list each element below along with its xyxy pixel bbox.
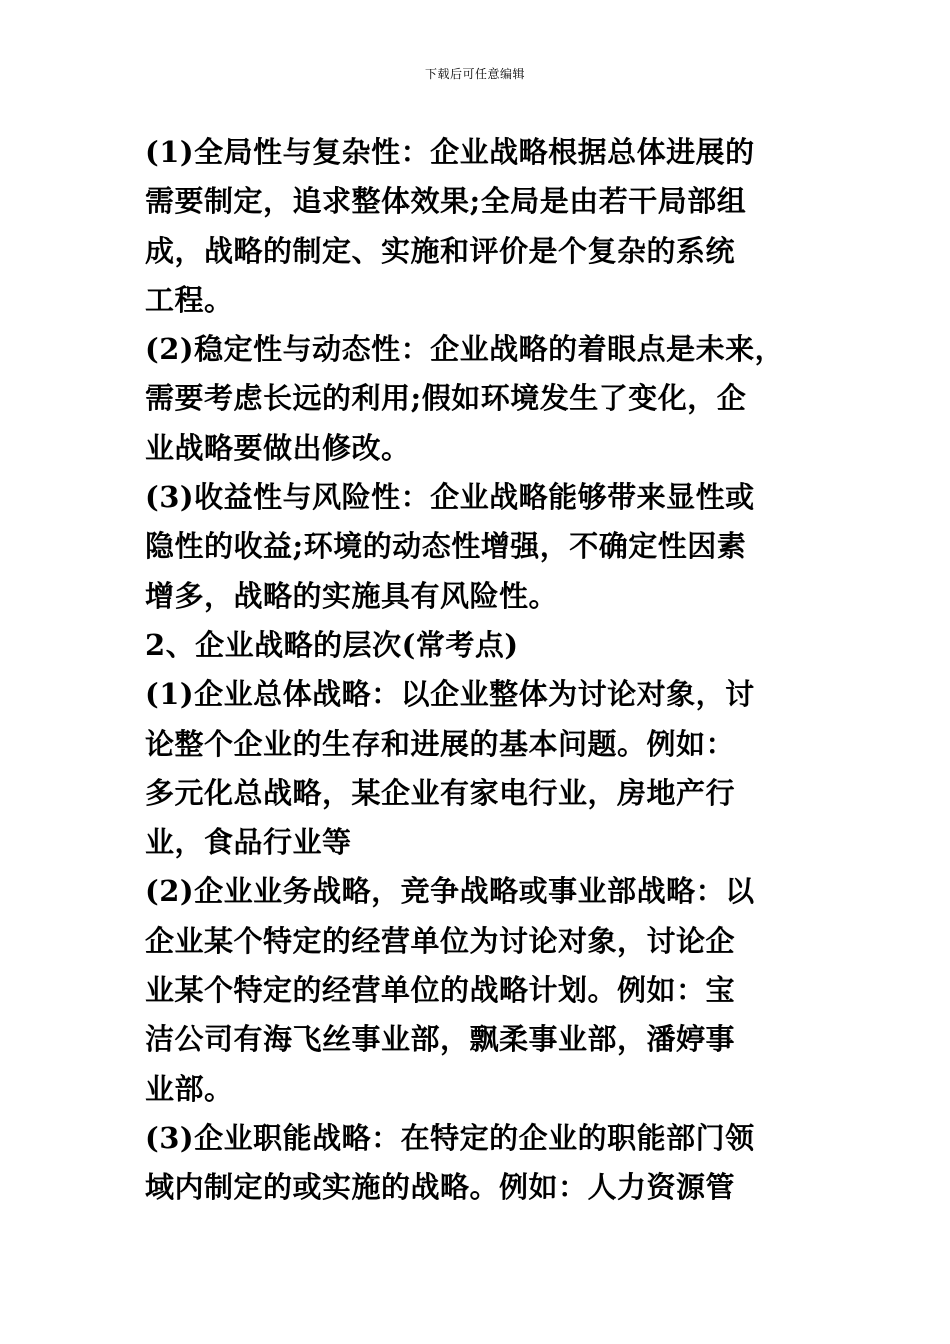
text-line: 多元化总战略，某企业有家电行业，房地产行 [145, 775, 736, 810]
text-line: 需要考虑长远的利用;假如环境发生了变化，企 [145, 381, 747, 416]
text-line: 业战略要做出修改。 [145, 430, 411, 465]
text-line: (1)企业总体战略：以企业整体为讨论对象，讨 [145, 677, 755, 712]
text-line: 增多，战略的实施具有风险性。 [145, 578, 559, 613]
text-line: 域内制定的或实施的战略。例如：人力资源管 [145, 1170, 736, 1205]
text-line: (2)企业业务战略，竞争战略或事业部战略：以 [145, 874, 755, 909]
text-line: (2)稳定性与动态性：企业战略的着眼点是未来， [145, 332, 785, 367]
text-line: 企业某个特定的经营单位为讨论对象，讨论企 [145, 923, 736, 958]
document-body [145, 128, 825, 1213]
page-header: 下载后可任意编辑 [424, 67, 525, 81]
text-line: 隐性的收益;环境的动态性增强，不确定性因素 [145, 529, 747, 564]
text-line: 工程。 [145, 282, 234, 317]
text-line: 论整个企业的生存和进展的基本问题。例如： [145, 726, 736, 761]
text-line: (1)全局性与复杂性：企业战略根据总体进展的 [145, 135, 755, 169]
text-line: (3)企业职能战略：在特定的企业的职能部门领 [145, 1120, 755, 1155]
text-line: 业，食品行业等 [145, 825, 352, 860]
text-line: 洁公司有海飞丝事业部，飘柔事业部，潘婷事 [145, 1022, 736, 1057]
section-heading: 2、企业战略的层次(常考点) [145, 627, 519, 662]
text-line: 成，战略的制定、实施和评价是个复杂的系统 [145, 233, 736, 268]
text-line: (3)收益性与风险性：企业战略能够带来显性或 [145, 480, 755, 515]
text-line: 业部。 [145, 1071, 234, 1106]
text-line: 业某个特定的经营单位的战略计划。例如：宝 [145, 973, 736, 1008]
text-line: 需要制定，追求整体效果;全局是由若干局部组 [145, 184, 747, 219]
